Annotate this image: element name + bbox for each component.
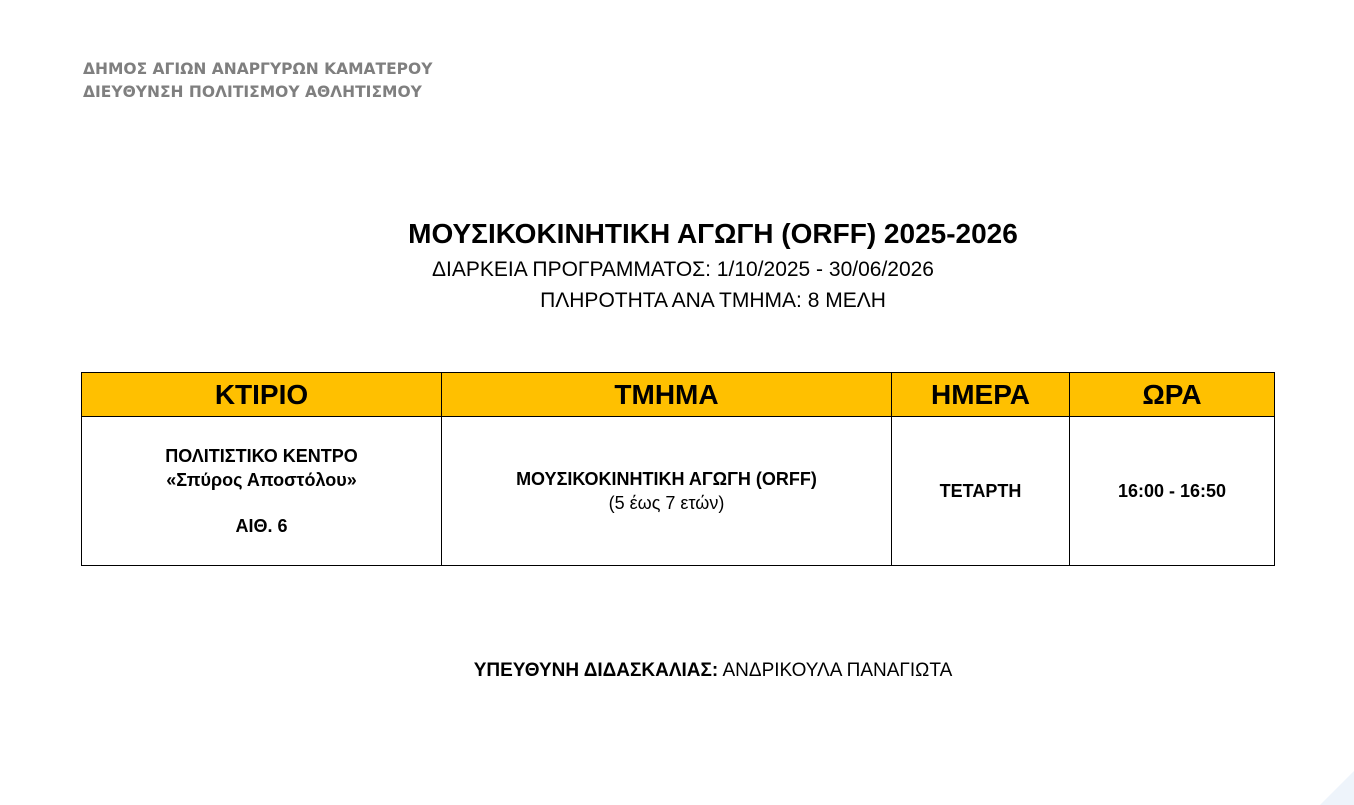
building-subname: «Σπύρος Αποστόλου»: [166, 470, 357, 490]
class-name: ΜΟΥΣΙΚΟΚΙΝΗΤΙΚΗ ΑΓΩΓΗ (ORFF): [516, 469, 817, 489]
document-title: ΜΟΥΣΙΚΟΚΙΝΗΤΙΚΗ ΑΓΩΓΗ (ORFF) 2025-2026: [408, 218, 1018, 249]
spacer: [82, 492, 441, 514]
instructor-name: ΑΝΔΡΙΚΟΥΛΑ ΠΑΝΑΓΙΩΤΑ: [722, 660, 953, 681]
header-class: ΤΜΗΜΑ: [442, 373, 892, 417]
building-cell: [82, 417, 442, 566]
table-row: [82, 417, 1275, 566]
class-ages: (5 έως 7 ετών): [608, 493, 725, 513]
instructor-line: [0, 660, 1354, 682]
program-duration: ΔΙΑΡΚΕΙΑ ΠΡΟΓΡΑΜΜΑΤΟΣ: 1/10/2025 - 30/06/2026: [432, 258, 934, 281]
organization-header: [83, 58, 432, 104]
header-time: ΩΡΑ: [1070, 373, 1275, 417]
day-cell: ΤΕΤΑΡΤΗ: [892, 417, 1070, 566]
instructor-label: ΥΠΕΥΘΥΝΗ ΔΙΔΑΣΚΑΛΙΑΣ:: [473, 660, 719, 681]
page-corner-decoration: [1320, 771, 1354, 805]
building-name: ΠΟΛΙΤΙΣΤΙΚΟ ΚΕΝΤΡΟ: [165, 446, 358, 466]
table-header-row: [82, 373, 1275, 417]
class-cell: [442, 417, 892, 566]
header-day: ΗΜΕΡΑ: [892, 373, 1070, 417]
municipality-name: ΔΗΜΟΣ ΑΓΙΩΝ ΑΝΑΡΓΥΡΩΝ ΚΑΜΑΤΕΡΟΥ: [83, 60, 433, 78]
room-number: ΑΙΘ. 6: [235, 516, 288, 536]
header-building: ΚΤΙΡΙΟ: [82, 373, 442, 417]
department-name: ΔΙΕΥΘΥΝΣΗ ΠΟΛΙΤΙΣΜΟΥ ΑΘΛΗΤΙΣΜΟΥ: [83, 83, 422, 101]
schedule-table: [81, 372, 1275, 566]
class-capacity: ΠΛΗΡΟΤΗΤΑ ΑΝΑ ΤΜΗΜΑ: 8 ΜΕΛΗ: [540, 289, 886, 312]
time-cell: 16:00 - 16:50: [1070, 417, 1275, 566]
